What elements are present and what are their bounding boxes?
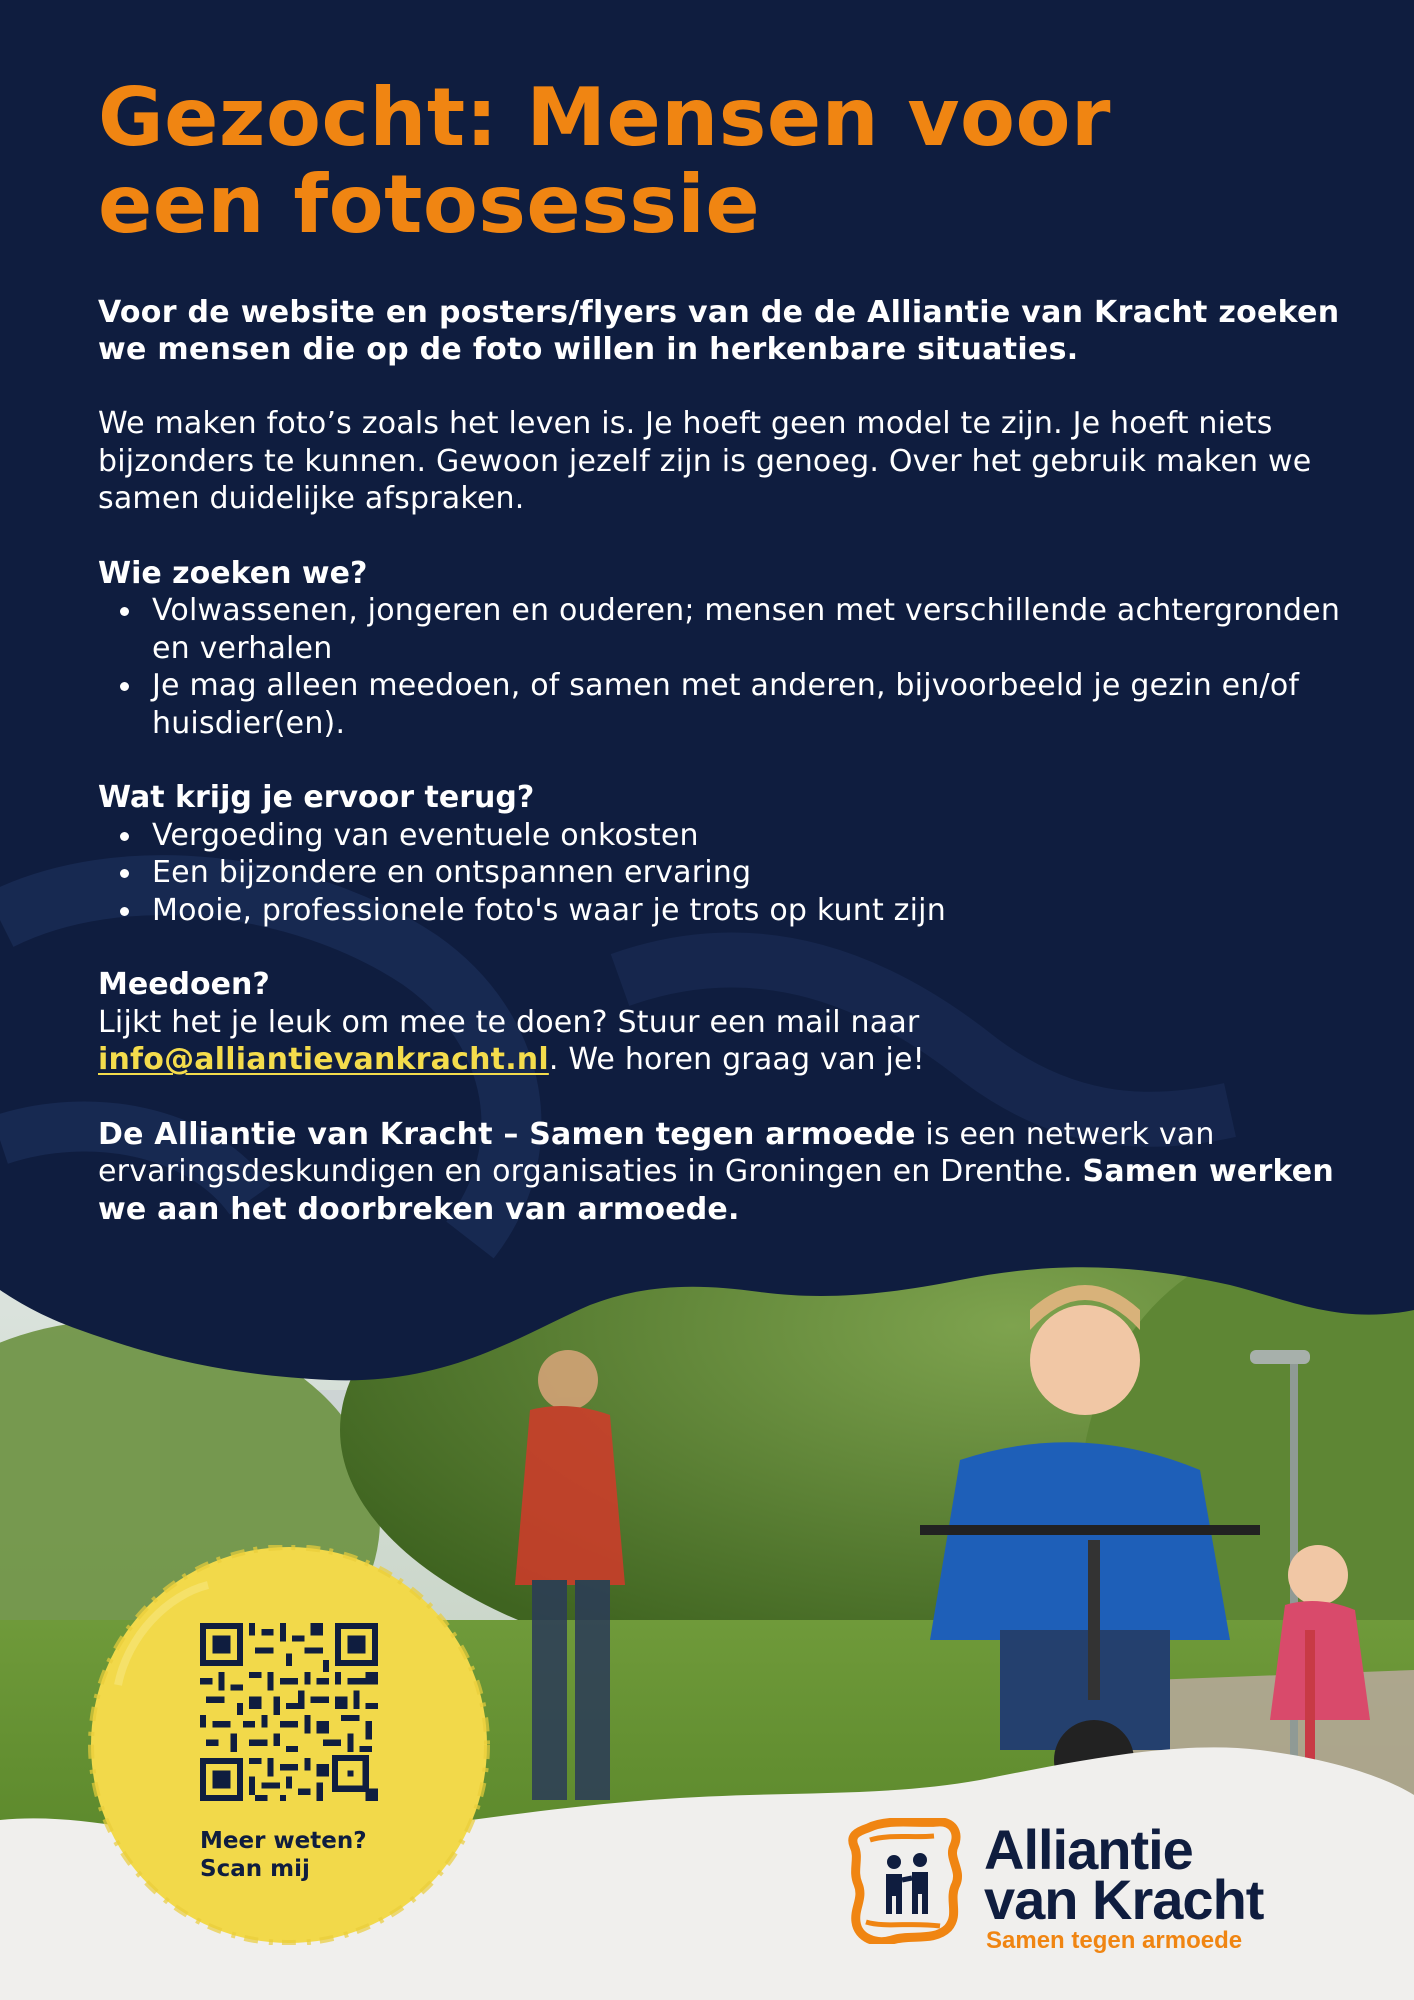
about-text — [98, 1116, 1348, 1229]
reward-list — [98, 817, 1348, 930]
list-item: Vergoeding van eventuele onkosten — [98, 817, 1348, 855]
join-text-before: Lijkt het je leuk om mee te doen? Stuur een mail naar — [98, 1004, 920, 1040]
title-line-2: een fotosessie — [98, 158, 761, 251]
who-heading: Wie zoeken we? — [98, 555, 368, 591]
qr-caption-line-2: Scan mij — [200, 1856, 310, 1882]
about-mission: Samen werken we aan het doorbreken van armoede. — [98, 1154, 1334, 1227]
logo-tagline: Samen tegen armoede — [986, 1927, 1243, 1954]
list-item: Mooie, professionele foto's waar je trots op kunt zijn — [98, 892, 1348, 930]
main-text — [98, 71, 1348, 1228]
logo-line-1: Alliantie — [984, 1818, 1193, 1881]
logo-line-2: van Kracht — [984, 1868, 1264, 1931]
who-list — [98, 592, 1348, 742]
list-item: Je mag alleen meedoen, of samen met anderen, bijvoorbeeld je gezin en/of huisdier(en). — [98, 667, 1348, 742]
about-middle: is een netwerk van ervaringsdeskundigen en organisaties in Groningen en Drenthe. — [98, 1116, 1215, 1189]
description-text: We maken foto’s zoals het leven is. Je hoeft geen model te zijn. Je hoeft niets bijzonders te kunnen. Gewoon jezelf zijn is genoeg. Over het gebruik maken we samen duidelijke afspraken. — [98, 406, 1312, 516]
list-item: Volwassenen, jongeren en ouderen; mensen met verschillende achtergronden en verhalen — [98, 592, 1348, 667]
qr-caption — [200, 1827, 367, 1883]
page-title — [98, 71, 1348, 251]
join-text-after: . We horen graag van je! — [548, 1042, 925, 1077]
qr-code-icon[interactable] — [200, 1623, 378, 1801]
alliantie-logo — [848, 1810, 1328, 1960]
email-link[interactable]: info@alliantievankracht.nl — [98, 1042, 549, 1077]
join-text — [98, 1004, 1348, 1079]
qr-caption-line-1: Meer weten? — [200, 1828, 367, 1854]
qr-badge[interactable] — [88, 1545, 490, 1945]
title-line-1: Gezocht: Mensen voor — [98, 71, 1111, 164]
list-item: Een bijzondere en ontspannen ervaring — [98, 854, 1348, 892]
logo-figures-icon — [848, 1818, 964, 1944]
about-name: De Alliantie van Kracht – Samen tegen armoede — [98, 1116, 916, 1152]
intro-text: Voor de website en posters/flyers van de de Alliantie van Kracht zoeken we mensen die op de foto willen in herkenbare situaties. — [98, 295, 1340, 367]
reward-heading: Wat krijg je ervoor terug? — [98, 780, 535, 815]
join-heading: Meedoen? — [98, 967, 270, 1002]
